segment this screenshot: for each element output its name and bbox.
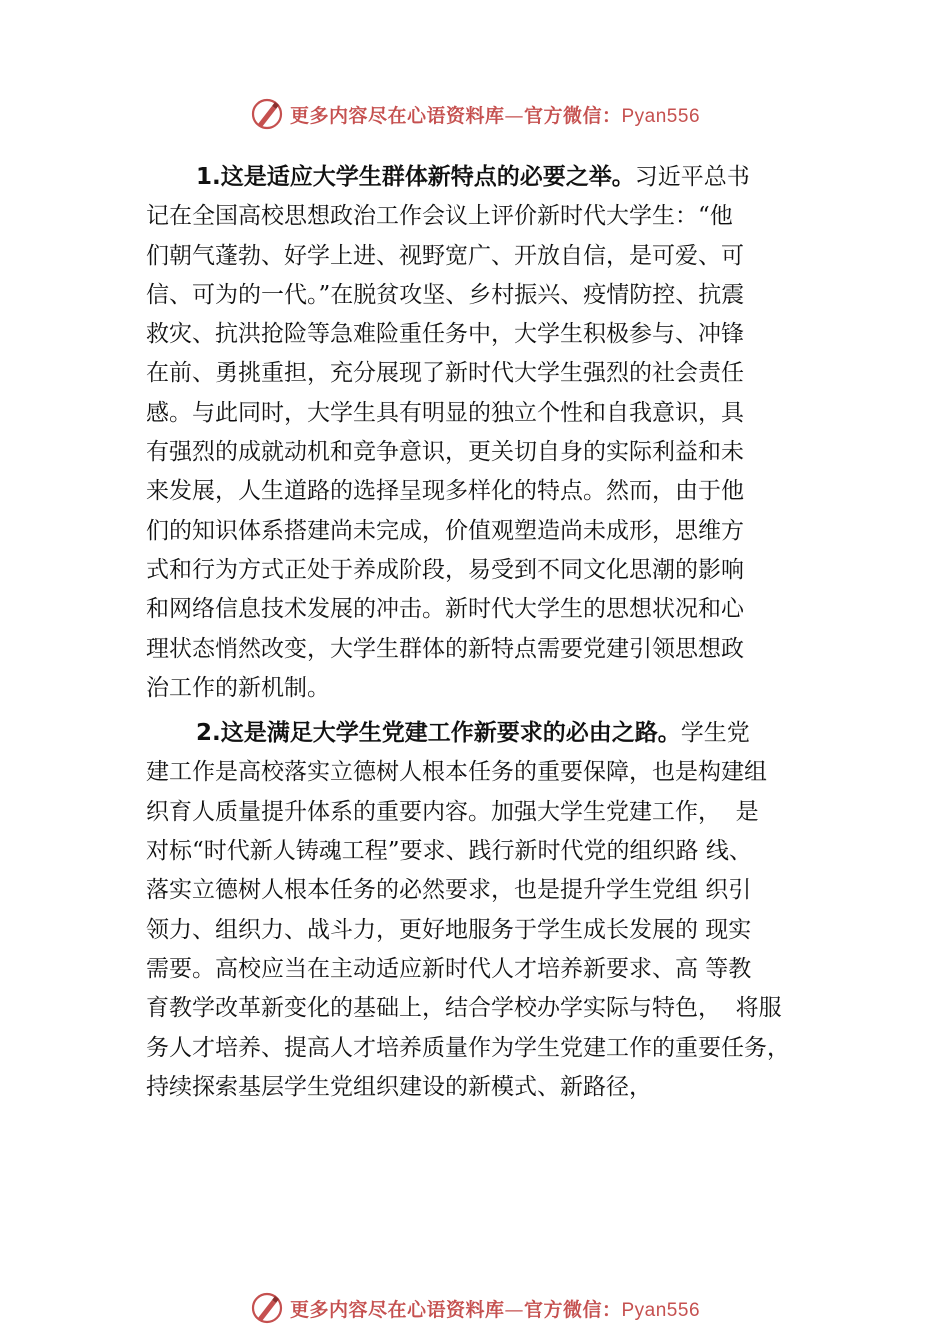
pen-logo-icon bbox=[250, 97, 284, 131]
paragraph-heading: 2.这是满足大学生党建工作新要求的必由之路。 bbox=[196, 720, 681, 747]
pen-logo-icon bbox=[250, 1291, 284, 1325]
text-line: 记在全国高校思想政治工作会议上评价新时代大学生：“他 bbox=[146, 203, 733, 230]
text-line: 们朝气蓬勃、好学上进、视野宽广、开放自信，是可爱、可 bbox=[146, 242, 744, 269]
paragraph-1 bbox=[146, 158, 836, 708]
footer-watermark bbox=[0, 1288, 950, 1328]
text-line: 育教学改革新变化的基础上，结合学校办学实际与特色， 将服 bbox=[146, 995, 782, 1022]
paragraph-first-line: 1.这是适应大学生群体新特点的必要之举。习近平总书 bbox=[196, 164, 750, 190]
text-line: 和网络信息技术发展的冲击。新时代大学生的思想状况和心 bbox=[146, 596, 744, 623]
paragraph-2 bbox=[146, 714, 836, 1107]
header-watermark bbox=[0, 94, 950, 134]
paragraph-first-line: 2.这是满足大学生党建工作新要求的必由之路。学生党 bbox=[196, 720, 750, 747]
text-line: 式和行为方式正处于养成阶段，易受到不同文化思潮的影响 bbox=[146, 556, 744, 583]
watermark-text: 更多内容尽在心语资料库—官方微信：Pyan556 bbox=[289, 104, 701, 127]
text-line: 落实立德树人根本任务的必然要求，也是提升学生党组 织引 bbox=[146, 877, 752, 904]
text-line: 来发展，人生道路的选择呈现多样化的特点。然而，由于他 bbox=[146, 478, 744, 505]
text-line: 领力、组织力、战斗力，更好地服务于学生成长发展的 现实 bbox=[146, 916, 752, 943]
text-line: 在前、勇挑重担，充分展现了新时代大学生强烈的社会责任 bbox=[146, 360, 744, 387]
text-line: 理状态悄然改变，大学生群体的新特点需要党建引领思想政 bbox=[146, 635, 744, 662]
text-line: 感。与此同时，大学生具有明显的独立个性和自我意识，具 bbox=[146, 399, 744, 426]
text-line: 救灾、抗洪抢险等急难险重任务中，大学生积极参与、冲锋 bbox=[146, 321, 744, 348]
text-line: 织育人质量提升体系的重要内容。加强大学生党建工作， 是 bbox=[146, 798, 759, 825]
watermark-text: 更多内容尽在心语资料库—官方微信：Pyan556 bbox=[289, 1298, 701, 1321]
text-line: 有强烈的成就动机和竞争意识，更关切自身的实际利益和未 bbox=[146, 439, 744, 466]
text-line: 们的知识体系搭建尚未完成，价值观塑造尚未成形，思维方 bbox=[146, 517, 744, 544]
text-line: 需要。高校应当在主动适应新时代人才培养新要求、高 等教 bbox=[146, 955, 752, 982]
document-body bbox=[146, 158, 836, 1107]
paragraph-heading: 1.这是适应大学生群体新特点的必要之举。 bbox=[196, 164, 635, 190]
text-line: 建工作是高校落实立德树人根本任务的重要保障，也是构建组 bbox=[146, 759, 767, 786]
text-line: 持续探索基层学生党组织建设的新模式、新路径， bbox=[146, 1073, 652, 1100]
text-line: 对标“时代新人铸魂工程”要求、践行新时代党的组织路 线、 bbox=[146, 838, 752, 865]
text-line: 信、可为的一代。”在脱贫攻坚、乡村振兴、疫情防控、抗震 bbox=[146, 281, 745, 308]
text-line: 务人才培养、提高人才培养质量作为学生党建工作的重要任务， bbox=[146, 1034, 790, 1061]
text-line: 治工作的新机制。 bbox=[146, 674, 330, 701]
